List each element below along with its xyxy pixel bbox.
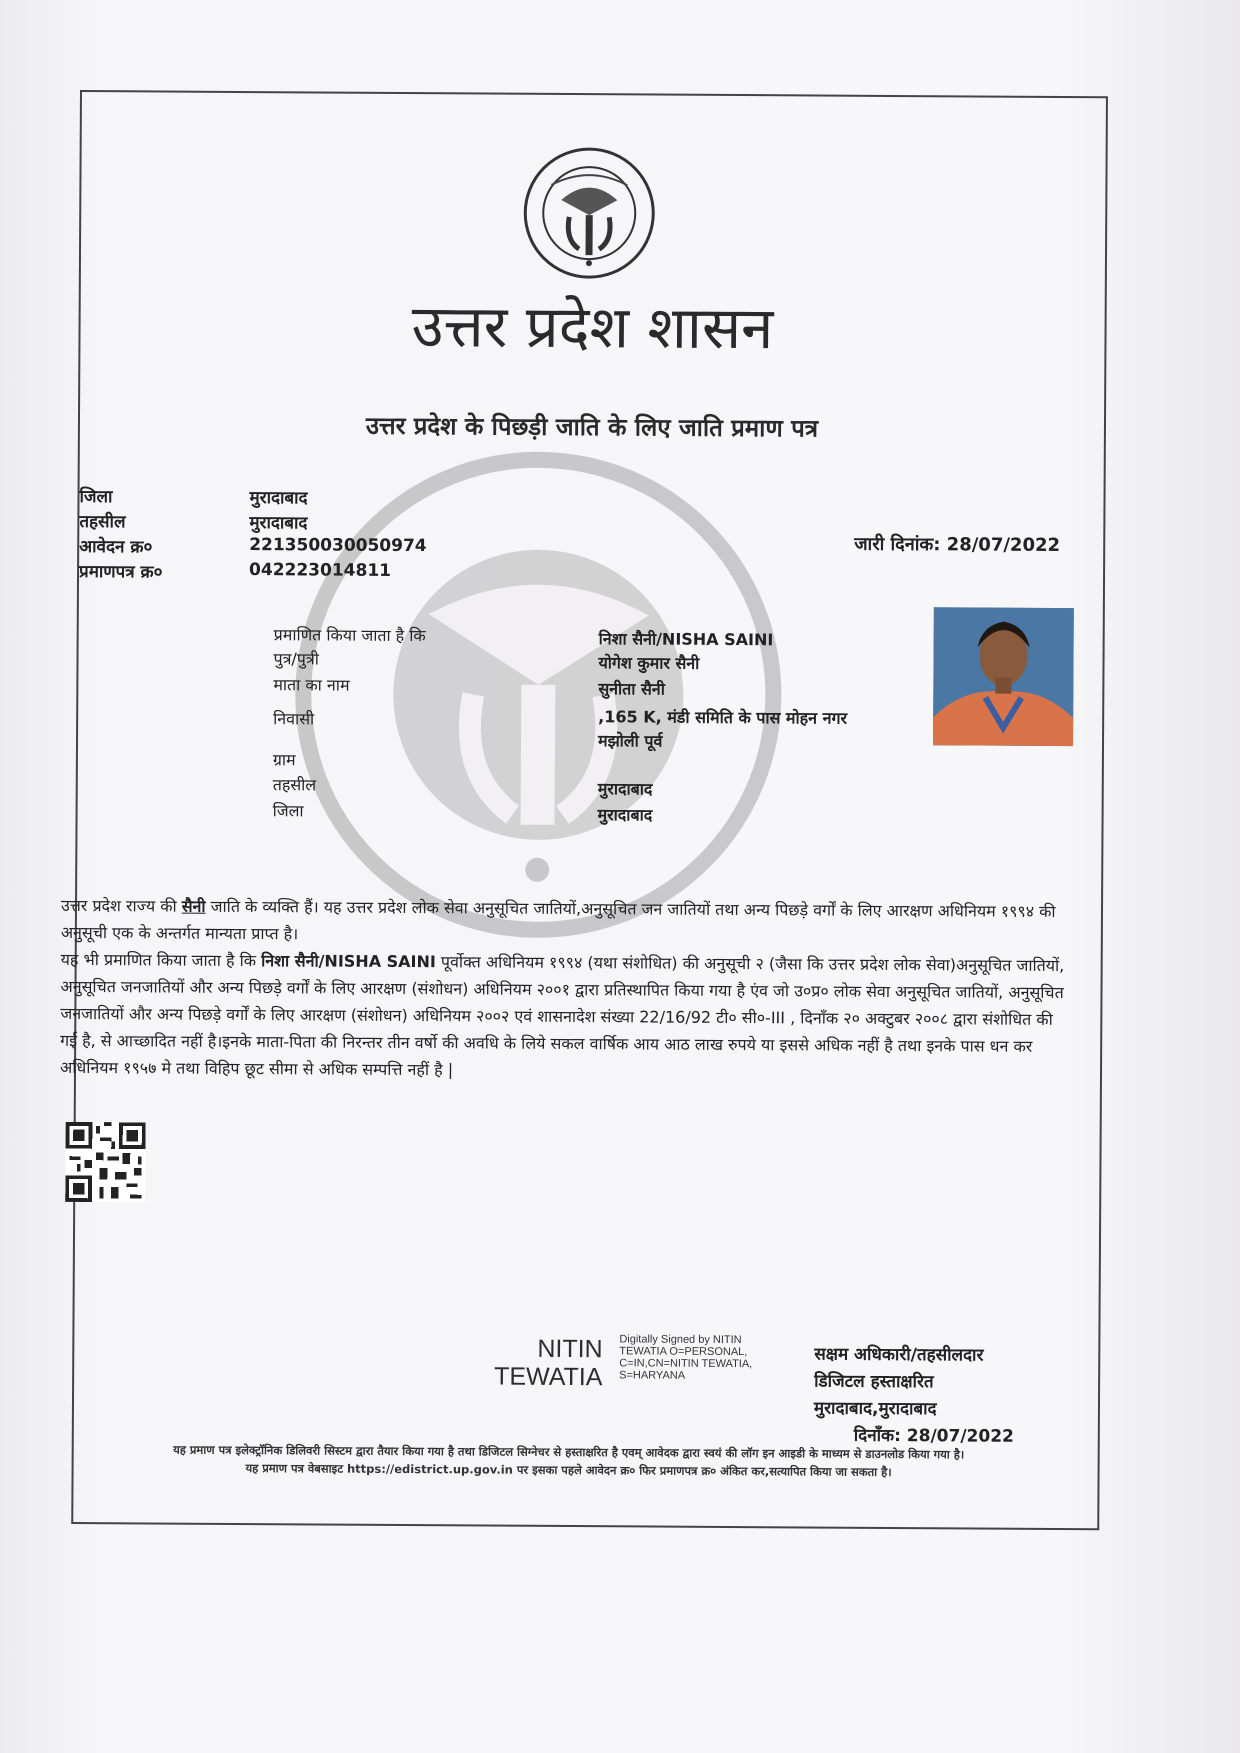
meta-district-row (79, 484, 427, 511)
mother-label: माता का नाम (273, 675, 350, 695)
address-tehsil-value: मुरादाबाद (597, 779, 653, 799)
body-p1-start: उत्तर प्रदेश राज्य की (60, 895, 182, 916)
authority-title: सक्षम अधिकारी/तहसीलदार (814, 1344, 984, 1366)
meta-application-label: आवेदन क्र० (79, 537, 153, 558)
meta-application-value: 221350030050974 (249, 535, 427, 557)
signer-first-name: NITIN (537, 1334, 603, 1364)
up-government-emblem (521, 145, 658, 282)
authority-place: मुरादाबाद,मुरादाबाद (813, 1398, 937, 1420)
address-district-label: जिला (272, 801, 304, 821)
meta-application-row (79, 534, 427, 561)
certificate-body (60, 892, 1071, 1087)
meta-tehsil-value: मुरादाबाद (249, 513, 308, 534)
meta-certificate-value: 042223014811 (249, 560, 392, 581)
signer-last-name: TEWATIA (494, 1362, 603, 1392)
meta-tehsil-row (79, 509, 427, 536)
certificate-title: उत्तर प्रदेश के पिछड़ी जाति के लिए जाति प्रमाण पत्र (365, 411, 819, 443)
body-p1-end: जाति के व्यक्ति हैं। यह उत्तर प्रदेश लोक सेवा अनुसूचित जातियों,अनुसूचित जन जातियों तथा अन्य पिछड़े वर्गों के लिए आरक्षण अधिनियम १९९४ की अनुसूची एक के अन्तर्गत मान्यता प्राप्त है। (60, 896, 1056, 944)
address-district-value: मुरादाबाद (597, 805, 653, 825)
caste-name: सैनी (181, 896, 206, 916)
applicant-name: निशा सैनी/NISHA SAINI (598, 629, 774, 650)
body-p2-start: यह भी प्रमाणित किया जाता है कि (60, 949, 262, 971)
child-of-label: पुत्र/पुत्री (273, 649, 319, 669)
parent-name: योगेश कुमार सैनी (598, 653, 700, 673)
resident-address-line-2: मझोली पूर्व (597, 731, 663, 751)
digital-signature (494, 1335, 603, 1392)
resident-label: निवासी (273, 709, 315, 729)
signing-authority (814, 1342, 1015, 1451)
signature-note: Digitally Signed by NITIN TEWATIA O=PERSONAL, C=IN,CN=NITIN TEWATIA, S=HARYANA (619, 1333, 753, 1382)
footer-line-2: यह प्रमाण पत्र वेबसाइट https://edistrict.up.gov.in पर इसका पहले आवेदन क्र० फिर प्रमाणपत्र क्र० अंकित कर,सत्यापित किया जा सकता है। (245, 1461, 892, 1479)
meta-tehsil-label: तहसील (79, 512, 126, 533)
footer-note (54, 1440, 1084, 1482)
certified-label: प्रमाणित किया जाता है कि (273, 625, 426, 646)
issue-date: जारी दिनांक: 28/07/2022 (854, 533, 1061, 556)
applicant-photo (933, 607, 1074, 746)
body-p2-end: पूर्वोक्त अधिनियम १९९४ (यथा संशोधित) की अनुसूची २ (जैसा कि उत्तर प्रदेश लोक सेवा)अनुसूचित जातियों, अनुसूचित जनजातियों और अन्य पिछड़े वर्गों के लिए आरक्षण (संशोधन) अधिनियम २००१ द्वारा प्रतिस्थापित किया गया है एंव जो उ०प्र० लोक सेवा अनुसूचित जातियों, अनुसूचित जनजातियों और अन्य पिछड़े वर्गों के लिए आरक्षण (संशोधन) अधिनियम २००२ एवं शासनादेश संख्या 22/16/92 टी० सी०-III , दिनाँक २० अक्टुबर २००८ द्वारा संशोधित की गई है, से आच्छादित नहीं है।इनके माता-पिता की निरन्तर तीन वर्षो की अवधि के लिये सकल वार्षिक आय आठ लाख रुपये या इससे अधिक नहीं है तथा इनके पास धन कर अधिनियम १९५७ मे तथा विहिप छूट सीमा से अधिक सम्पत्ति नहीं है | (59, 952, 1065, 1080)
signature-date: दिनाँक: 28/07/2022 (853, 1425, 1014, 1447)
village-label: ग्राम (272, 750, 296, 770)
meta-district-label: जिला (79, 487, 113, 508)
body-paragraph-2 (60, 946, 1071, 1087)
certificate-meta (79, 484, 427, 586)
resident-address-line-1: ,165 K, मंडी समिति के पास मोहन नगर (598, 707, 848, 728)
mother-name: सुनीता सैनी (598, 679, 665, 699)
qr-code (65, 1122, 145, 1202)
government-title: उत्तर प्रदेश शासन (411, 292, 774, 363)
meta-district-value: मुरादाबाद (249, 488, 308, 509)
body-paragraph-1 (61, 892, 1071, 952)
address-tehsil-label: तहसील (272, 775, 317, 795)
body-applicant-name: निशा सैनी/NISHA SAINI (261, 951, 436, 972)
caste-certificate (59, 90, 1108, 1530)
digital-signed-label: डिजिटल हस्ताक्षरित (814, 1371, 934, 1393)
meta-certificate-row (79, 559, 427, 586)
footer-line-1: यह प्रमाण पत्र इलेक्ट्रॉनिक डिलिवरी सिस्टम द्वारा तैयार किया गया है तथा डिजिटल सिग्नेचर से हस्ताक्षरित है एवम् आवेदक द्वारा स्वयं की लॉग इन आइडी के माध्यम से डाउनलोड किया गया है। (173, 1442, 965, 1462)
meta-certificate-label: प्रमाणपत्र क्र० (78, 562, 163, 583)
